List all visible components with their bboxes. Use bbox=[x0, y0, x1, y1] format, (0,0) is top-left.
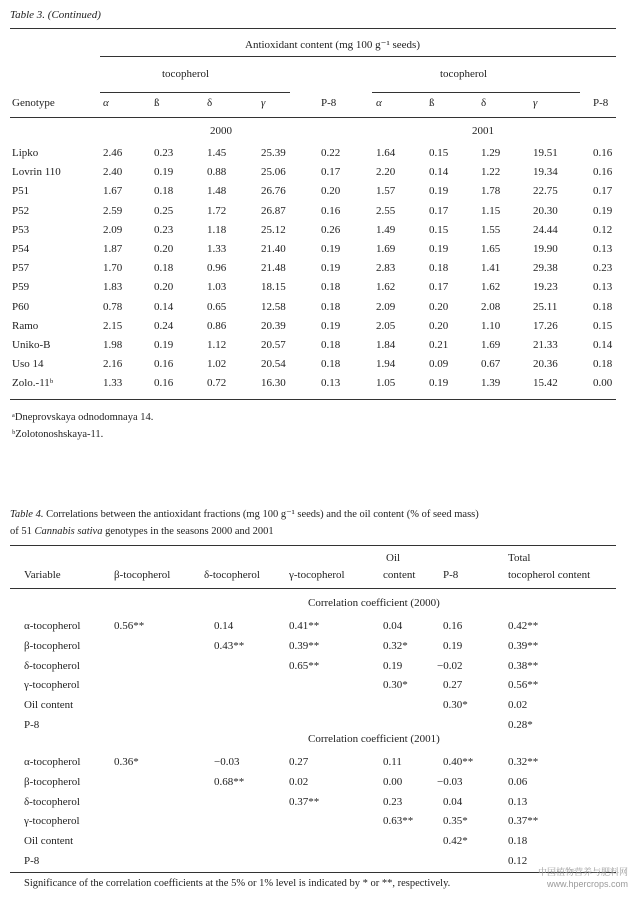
table4-coefficient-cell: 0.00 bbox=[383, 776, 403, 788]
table3-col-p8-2000: P-8 bbox=[321, 97, 337, 109]
table4-coefficient-cell: 0.02 bbox=[289, 776, 309, 788]
table3-value-cell: 0.19 bbox=[321, 320, 341, 332]
table3-value-cell: 1.78 bbox=[481, 185, 501, 197]
table3-value-cell: 0.26 bbox=[321, 224, 341, 236]
table3-value-cell: 2.15 bbox=[103, 320, 123, 332]
table3-genotype-cell: Zolo.-11ᵇ bbox=[12, 377, 54, 389]
table3-value-cell: 0.12 bbox=[593, 224, 613, 236]
table3-col-alpha-2000: α bbox=[103, 97, 109, 109]
table4-coefficient-cell: 0.11 bbox=[383, 756, 402, 768]
table4-col-oil-line2: content bbox=[383, 569, 416, 581]
table3-value-cell: 16.30 bbox=[261, 377, 286, 389]
table3-value-cell: 0.18 bbox=[154, 185, 174, 197]
table3-value-cell: 1.22 bbox=[481, 166, 501, 178]
table3-value-cell: 0.19 bbox=[154, 166, 174, 178]
table3-genotype-cell: P60 bbox=[12, 301, 30, 313]
table4-caption-line2-pre: of 51 bbox=[10, 526, 32, 537]
table4-coefficient-cell: 0.63** bbox=[383, 815, 414, 827]
table3-value-cell: 1.69 bbox=[481, 339, 501, 351]
table3-value-cell: 24.44 bbox=[533, 224, 558, 236]
table3-group-rule-2001 bbox=[372, 92, 580, 93]
table4-coefficient-cell: 0.28* bbox=[508, 719, 533, 731]
table3-value-cell: 0.88 bbox=[207, 166, 227, 178]
table4-col-delta: δ-tocopherol bbox=[204, 569, 260, 581]
table3-caption: Table 3. (Continued) bbox=[10, 9, 101, 21]
table4-coefficient-cell: 0.39** bbox=[508, 640, 539, 652]
table3-value-cell: 1.69 bbox=[376, 243, 396, 255]
table4-variable-cell: P-8 bbox=[24, 719, 40, 731]
table3-value-cell: 1.55 bbox=[481, 224, 501, 236]
table3-value-cell: 0.18 bbox=[321, 301, 341, 313]
table3-value-cell: 0.00 bbox=[593, 377, 613, 389]
watermark-line2: www.hpercrops.com bbox=[546, 879, 628, 889]
table4-coefficient-cell: 0.37** bbox=[289, 796, 320, 808]
table3-value-cell: 1.62 bbox=[376, 281, 396, 293]
table4-coefficient-cell: −0.03 bbox=[214, 756, 240, 768]
table4-footer: Significance of the correlation coefficients at the 5% or 1% level is indicated by * or **, respectively. bbox=[24, 878, 451, 889]
table4-caption-text: Correlations between the antioxidant fractions (mg 100 g⁻¹ seeds) and the oil content (% of seed mass) bbox=[46, 509, 479, 520]
table4-coefficient-cell: 0.35* bbox=[443, 815, 468, 827]
table4-coefficient-cell: 0.37** bbox=[508, 815, 539, 827]
table3-value-cell: 21.48 bbox=[261, 262, 286, 274]
table4-coefficient-cell: 0.04 bbox=[383, 620, 403, 632]
table4-coefficient-cell: −0.02 bbox=[437, 660, 463, 672]
table4-top-rule bbox=[10, 545, 616, 546]
table3-value-cell: 0.18 bbox=[593, 358, 613, 370]
table4-variable-cell: P-8 bbox=[24, 855, 40, 867]
table4-coefficient-cell: 0.56** bbox=[508, 679, 539, 691]
table3-value-cell: 0.16 bbox=[154, 377, 174, 389]
table4-coefficient-cell: 0.16 bbox=[443, 620, 463, 632]
table3-value-cell: 2.20 bbox=[376, 166, 396, 178]
table3-footnote-b: ᵇZolotonoshskaya-11. bbox=[12, 429, 104, 440]
table3-value-cell: 1.18 bbox=[207, 224, 227, 236]
table3-value-cell: 0.22 bbox=[321, 147, 341, 159]
table3-genotype-cell: P54 bbox=[12, 243, 30, 255]
table4-coefficient-cell: 0.23 bbox=[383, 796, 403, 808]
table3-year-2000: 2000 bbox=[210, 125, 232, 137]
table3-value-cell: 0.72 bbox=[207, 377, 227, 389]
table3-value-cell: 0.19 bbox=[321, 262, 341, 274]
table4-coefficient-cell: 0.18 bbox=[508, 835, 528, 847]
table3-value-cell: 0.18 bbox=[321, 281, 341, 293]
table4-variable-cell: α-tocopherol bbox=[24, 620, 81, 632]
table4-coefficient-cell: 0.14 bbox=[214, 620, 234, 632]
table3-value-cell: 2.40 bbox=[103, 166, 123, 178]
table3-value-cell: 0.15 bbox=[429, 224, 449, 236]
table3-group-header-2000: tocopherol bbox=[162, 68, 210, 80]
table3-value-cell: 0.25 bbox=[154, 205, 174, 217]
table3-value-cell: 1.67 bbox=[103, 185, 123, 197]
table4-variable-cell: γ-tocopherol bbox=[24, 815, 80, 827]
table3-col-gamma-2001: γ bbox=[533, 97, 538, 109]
table3-col-gamma-2000: γ bbox=[261, 97, 266, 109]
table3-value-cell: 0.19 bbox=[154, 339, 174, 351]
table3-value-cell: 2.83 bbox=[376, 262, 396, 274]
table4-coefficient-cell: 0.27 bbox=[443, 679, 463, 691]
table3-value-cell: 1.41 bbox=[481, 262, 501, 274]
table3-value-cell: 0.15 bbox=[593, 320, 613, 332]
table4-coefficient-cell: 0.40** bbox=[443, 756, 474, 768]
table3-value-cell: 0.16 bbox=[593, 166, 613, 178]
table3-value-cell: 2.16 bbox=[103, 358, 123, 370]
table3-value-cell: 0.16 bbox=[154, 358, 174, 370]
table4-variable-cell: Oil content bbox=[24, 835, 74, 847]
table3-value-cell: 0.20 bbox=[154, 243, 174, 255]
table3-value-cell: 1.33 bbox=[207, 243, 227, 255]
table3-genotype-cell: P53 bbox=[12, 224, 30, 236]
table3-value-cell: 25.12 bbox=[261, 224, 286, 236]
table3-value-cell: 25.39 bbox=[261, 147, 286, 159]
table3-value-cell: 0.19 bbox=[429, 243, 449, 255]
table3-column-rule bbox=[10, 117, 616, 118]
table3-value-cell: 0.23 bbox=[154, 224, 174, 236]
table3-col-genotype: Genotype bbox=[12, 97, 55, 109]
table3-value-cell: 0.19 bbox=[429, 185, 449, 197]
table4-col-beta: β-tocopherol bbox=[114, 569, 171, 581]
table3-value-cell: 0.14 bbox=[429, 166, 449, 178]
table3-value-cell: 0.17 bbox=[593, 185, 613, 197]
table4-variable-cell: β-tocopherol bbox=[24, 640, 81, 652]
table3-genotype-cell: P52 bbox=[12, 205, 30, 217]
table3-footnote-a: ᵃDneprovskaya odnodomnaya 14. bbox=[12, 412, 154, 423]
table4-coefficient-cell: −0.03 bbox=[437, 776, 463, 788]
table4-coefficient-cell: 0.68** bbox=[214, 776, 245, 788]
table3-value-cell: 1.15 bbox=[481, 205, 501, 217]
table4-coefficient-cell: 0.32* bbox=[383, 640, 408, 652]
table3-main-header: Antioxidant content (mg 100 g⁻¹ seeds) bbox=[245, 39, 420, 51]
table4-coefficient-cell: 0.39** bbox=[289, 640, 320, 652]
table4-coefficient-cell: 0.02 bbox=[508, 699, 528, 711]
table3-value-cell: 1.94 bbox=[376, 358, 396, 370]
table3-value-cell: 2.08 bbox=[481, 301, 501, 313]
table3-value-cell: 25.11 bbox=[533, 301, 558, 313]
table3-value-cell: 1.64 bbox=[376, 147, 396, 159]
table3-top-rule bbox=[10, 28, 616, 29]
table4-coefficient-cell: 0.04 bbox=[443, 796, 463, 808]
table3-col-beta-2001: ß bbox=[429, 97, 435, 109]
table4-coefficient-cell: 0.43** bbox=[214, 640, 245, 652]
table3-value-cell: 19.23 bbox=[533, 281, 558, 293]
table3-value-cell: 1.84 bbox=[376, 339, 396, 351]
table3-value-cell: 1.83 bbox=[103, 281, 123, 293]
table4-variable-cell: δ-tocopherol bbox=[24, 796, 80, 808]
table3-value-cell: 0.17 bbox=[429, 281, 449, 293]
table3-value-cell: 1.10 bbox=[481, 320, 501, 332]
table3-value-cell: 2.55 bbox=[376, 205, 396, 217]
table3-year-2001: 2001 bbox=[472, 125, 494, 137]
table3-value-cell: 0.24 bbox=[154, 320, 174, 332]
table3-group-rule-2000 bbox=[100, 92, 290, 93]
table3-value-cell: 0.19 bbox=[429, 377, 449, 389]
table3-value-cell: 1.70 bbox=[103, 262, 123, 274]
table3-value-cell: 0.17 bbox=[321, 166, 341, 178]
table3-value-cell: 1.57 bbox=[376, 185, 396, 197]
table3-value-cell: 1.87 bbox=[103, 243, 123, 255]
table3-genotype-cell: Uniko-B bbox=[12, 339, 51, 351]
table3-col-delta-2000: δ bbox=[207, 97, 213, 109]
table4-variable-cell: δ-tocopherol bbox=[24, 660, 80, 672]
table3-value-cell: 20.39 bbox=[261, 320, 286, 332]
table3-value-cell: 21.33 bbox=[533, 339, 558, 351]
table4-caption-line2 bbox=[10, 527, 274, 538]
table3-value-cell: 2.59 bbox=[103, 205, 123, 217]
table4-coefficient-cell: 0.38** bbox=[508, 660, 539, 672]
table3-col-p8-2001: P-8 bbox=[593, 97, 609, 109]
table3-value-cell: 0.19 bbox=[593, 205, 613, 217]
table3-value-cell: 0.23 bbox=[154, 147, 174, 159]
table3-value-cell: 12.58 bbox=[261, 301, 286, 313]
table3-value-cell: 1.62 bbox=[481, 281, 501, 293]
table3-value-cell: 19.51 bbox=[533, 147, 558, 159]
table3-value-cell: 0.20 bbox=[429, 301, 449, 313]
table4-coefficient-cell: 0.19 bbox=[443, 640, 463, 652]
table4-coefficient-cell: 0.41** bbox=[289, 620, 320, 632]
table3-value-cell: 0.86 bbox=[207, 320, 227, 332]
table3-genotype-cell: P51 bbox=[12, 185, 30, 197]
table3-value-cell: 0.18 bbox=[593, 301, 613, 313]
table3-genotype-cell: Lovrin 110 bbox=[12, 166, 61, 178]
table4-coefficient-cell: 0.30* bbox=[443, 699, 468, 711]
table3-value-cell: 0.65 bbox=[207, 301, 227, 313]
table3-value-cell: 0.09 bbox=[429, 358, 449, 370]
table3-value-cell: 1.02 bbox=[207, 358, 227, 370]
table3-value-cell: 0.19 bbox=[321, 243, 341, 255]
table3-value-cell: 1.49 bbox=[376, 224, 396, 236]
table3-value-cell: 0.16 bbox=[321, 205, 341, 217]
table3-value-cell: 25.06 bbox=[261, 166, 286, 178]
table3-value-cell: 0.17 bbox=[429, 205, 449, 217]
table4-coefficient-cell: 0.42* bbox=[443, 835, 468, 847]
table3-value-cell: 2.05 bbox=[376, 320, 396, 332]
table3-value-cell: 0.16 bbox=[593, 147, 613, 159]
table3-value-cell: 1.33 bbox=[103, 377, 123, 389]
table3-value-cell: 0.23 bbox=[593, 262, 613, 274]
table4-col-total-line2: tocopherol content bbox=[508, 569, 591, 581]
table3-header-rule bbox=[100, 56, 616, 57]
table3-col-delta-2001: δ bbox=[481, 97, 487, 109]
table3-value-cell: 26.76 bbox=[261, 185, 286, 197]
table3-value-cell: 29.38 bbox=[533, 262, 558, 274]
table3-value-cell: 0.18 bbox=[321, 339, 341, 351]
table3-value-cell: 1.45 bbox=[207, 147, 227, 159]
table4-caption-species: Cannabis sativa bbox=[34, 526, 103, 537]
table3-value-cell: 1.03 bbox=[207, 281, 227, 293]
table3-value-cell: 21.40 bbox=[261, 243, 286, 255]
table3-value-cell: 0.13 bbox=[593, 281, 613, 293]
table3-value-cell: 0.21 bbox=[429, 339, 449, 351]
table4-coefficient-cell: 0.42** bbox=[508, 620, 539, 632]
table3-bottom-rule bbox=[10, 399, 616, 400]
table4-section-title-2001: Correlation coefficient (2001) bbox=[308, 733, 440, 745]
table4-coefficient-cell: 0.06 bbox=[508, 776, 528, 788]
table3-group-header-2001: tocopherol bbox=[440, 68, 488, 80]
table3-genotype-cell: Lipko bbox=[12, 147, 39, 159]
table3-value-cell: 19.90 bbox=[533, 243, 558, 255]
table3-value-cell: 1.39 bbox=[481, 377, 501, 389]
table3-value-cell: 0.18 bbox=[154, 262, 174, 274]
table3-value-cell: 0.20 bbox=[321, 185, 341, 197]
table3-col-beta-2000: ß bbox=[154, 97, 160, 109]
table3-value-cell: 0.18 bbox=[429, 262, 449, 274]
table4-coefficient-cell: 0.30* bbox=[383, 679, 408, 691]
table3-value-cell: 2.09 bbox=[103, 224, 123, 236]
table4-coefficient-cell: 0.13 bbox=[508, 796, 528, 808]
table3-value-cell: 0.67 bbox=[481, 358, 501, 370]
table3-genotype-cell: Ramo bbox=[12, 320, 39, 332]
table3-value-cell: 0.13 bbox=[321, 377, 341, 389]
table3-value-cell: 22.75 bbox=[533, 185, 558, 197]
table4-caption-line1 bbox=[10, 510, 479, 521]
table3-value-cell: 1.29 bbox=[481, 147, 501, 159]
table3-value-cell: 1.05 bbox=[376, 377, 396, 389]
watermark-logo bbox=[482, 868, 632, 892]
table4-caption-label: Table 4. bbox=[10, 509, 44, 520]
watermark-line1: 中国植物营养与肥料网 bbox=[537, 867, 628, 877]
table3-value-cell: 2.46 bbox=[103, 147, 123, 159]
table4-col-variable: Variable bbox=[24, 569, 61, 581]
table3-value-cell: 18.15 bbox=[261, 281, 286, 293]
table3-value-cell: 0.20 bbox=[154, 281, 174, 293]
table4-variable-cell: Oil content bbox=[24, 699, 74, 711]
table3-value-cell: 0.78 bbox=[103, 301, 123, 313]
table4-variable-cell: α-tocopherol bbox=[24, 756, 81, 768]
table4-variable-cell: β-tocopherol bbox=[24, 776, 81, 788]
table3-value-cell: 0.14 bbox=[593, 339, 613, 351]
table3-value-cell: 0.15 bbox=[429, 147, 449, 159]
table3-value-cell: 0.96 bbox=[207, 262, 227, 274]
table4-coefficient-cell: 0.32** bbox=[508, 756, 539, 768]
table4-caption-line2-post: genotypes in the seasons 2000 and 2001 bbox=[105, 526, 274, 537]
table3-value-cell: 20.30 bbox=[533, 205, 558, 217]
table3-value-cell: 1.12 bbox=[207, 339, 227, 351]
table3-value-cell: 0.20 bbox=[429, 320, 449, 332]
table3-value-cell: 1.98 bbox=[103, 339, 123, 351]
table3-value-cell: 0.14 bbox=[154, 301, 174, 313]
table4-col-p8: P-8 bbox=[443, 569, 459, 581]
table4-coefficient-cell: 0.56** bbox=[114, 620, 145, 632]
table3-value-cell: 1.72 bbox=[207, 205, 227, 217]
table4-section-title-2000: Correlation coefficient (2000) bbox=[308, 597, 440, 609]
table3-value-cell: 2.09 bbox=[376, 301, 396, 313]
table4-col-total-line1: Total bbox=[508, 552, 531, 564]
table4-coefficient-cell: 0.27 bbox=[289, 756, 309, 768]
table3-value-cell: 20.36 bbox=[533, 358, 558, 370]
table4-column-rule bbox=[10, 588, 616, 589]
table4-col-oil-line1: Oil bbox=[386, 552, 401, 564]
table3-genotype-cell: Uso 14 bbox=[12, 358, 44, 370]
table3-genotype-cell: P59 bbox=[12, 281, 30, 293]
table3-value-cell: 0.13 bbox=[593, 243, 613, 255]
table3-value-cell: 19.34 bbox=[533, 166, 558, 178]
table4-coefficient-cell: 0.36* bbox=[114, 756, 139, 768]
table3-genotype-cell: P57 bbox=[12, 262, 30, 274]
table4-coefficient-cell: 0.19 bbox=[383, 660, 403, 672]
table3-value-cell: 20.57 bbox=[261, 339, 286, 351]
table3-col-alpha-2001: α bbox=[376, 97, 382, 109]
table3-value-cell: 1.65 bbox=[481, 243, 501, 255]
table4-coefficient-cell: 0.65** bbox=[289, 660, 320, 672]
table3-value-cell: 0.18 bbox=[321, 358, 341, 370]
table4-variable-cell: γ-tocopherol bbox=[24, 679, 80, 691]
table3-value-cell: 15.42 bbox=[533, 377, 558, 389]
table4-col-gamma: γ-tocopherol bbox=[289, 569, 345, 581]
table3-value-cell: 17.26 bbox=[533, 320, 558, 332]
table4-coefficient-cell: 0.12 bbox=[508, 855, 528, 867]
table3-value-cell: 1.48 bbox=[207, 185, 227, 197]
table3-value-cell: 20.54 bbox=[261, 358, 286, 370]
table3-value-cell: 26.87 bbox=[261, 205, 286, 217]
